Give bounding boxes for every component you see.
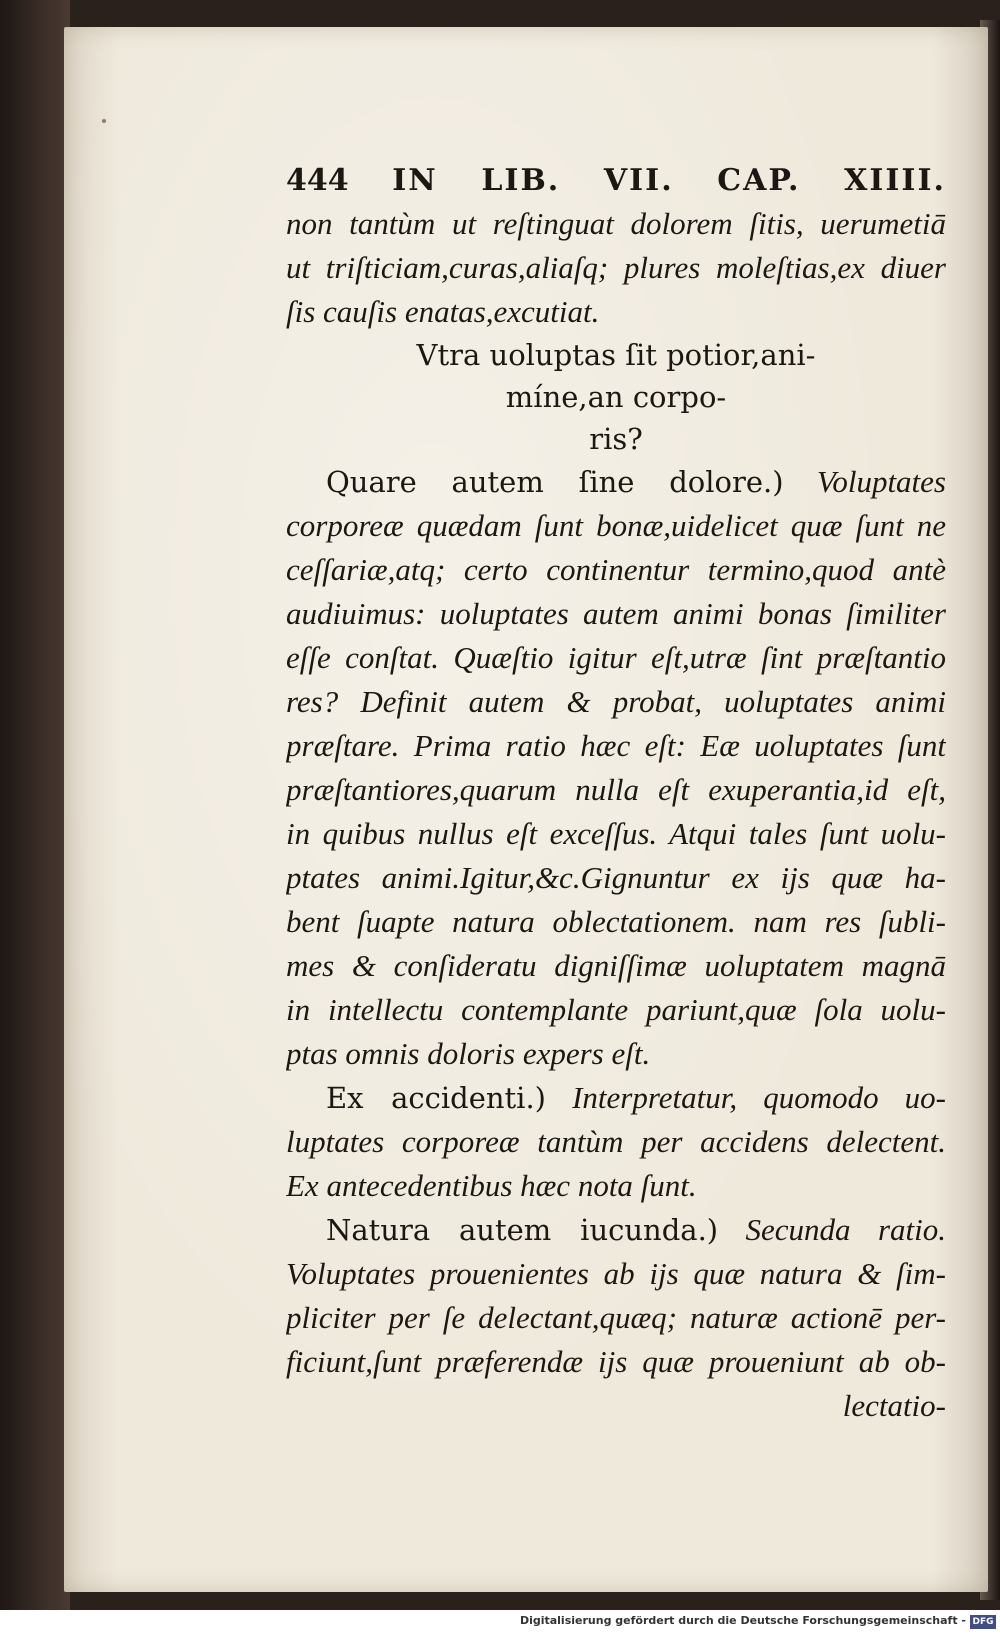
text-span: Interpretatur, quomodo uo- bbox=[546, 1080, 946, 1115]
commentary-paragraph bbox=[286, 1208, 946, 1428]
text-line: ſis cauſis enatas,excutiat. bbox=[286, 294, 600, 329]
text-line: Voluptates prouenientes ab ijs quæ natura & ſim- bbox=[286, 1256, 946, 1291]
text-line: mes & conſideratu digniſſimæ uoluptatem magnā bbox=[286, 948, 946, 983]
commentary-paragraph bbox=[286, 1076, 946, 1208]
running-head bbox=[286, 160, 946, 202]
text-line bbox=[286, 1208, 946, 1252]
text-line: præſtantiores,quarum nulla eſt exuperantia,id eſt, bbox=[286, 772, 946, 807]
section-heading bbox=[286, 334, 946, 460]
text-line: ceſſariæ,atq; certo continentur termino,quod antè bbox=[286, 552, 946, 587]
text-line: in quibus nullus eſt exceſſus. Atqui tales ſunt uolu- bbox=[286, 816, 946, 851]
paragraph-continuation bbox=[286, 202, 946, 334]
heading-line: Vtra uoluptas ſit potior,ani- bbox=[416, 338, 816, 372]
scan-left-edge bbox=[0, 0, 70, 1610]
page-number: 444 bbox=[286, 163, 349, 198]
running-head-part: VII. bbox=[603, 163, 674, 198]
lemma: Ex accidenti.) bbox=[326, 1081, 546, 1115]
text-line: bent ſuapte natura oblectationem. nam res ſubli- bbox=[286, 904, 946, 939]
running-head-part: CAP. bbox=[717, 163, 801, 198]
text-line: ptates animi.Igitur,&c.Gignuntur ex ijs quæ ha- bbox=[286, 860, 946, 895]
digitization-footer bbox=[0, 1612, 1000, 1635]
heading-line: ris? bbox=[589, 422, 643, 456]
catchword: lectatio- bbox=[842, 1388, 946, 1423]
running-head-part: XIIII. bbox=[844, 163, 946, 198]
dfg-logo: DFG bbox=[970, 1615, 996, 1629]
text-line: Ex antecedentibus hæc nota ſunt. bbox=[286, 1168, 697, 1203]
running-head-part: LIB. bbox=[481, 163, 561, 198]
text-line: audiuimus: uoluptates autem animi bonas ſimiliter bbox=[286, 596, 946, 631]
text-line: res? Definit autem & probat, uoluptates animi bbox=[286, 684, 946, 719]
paper-speck bbox=[102, 119, 106, 123]
text-line: non tantùm ut reſtinguat dolorem ſitis, uerumetiā bbox=[286, 206, 946, 241]
text-line: pliciter per ſe delectant,quæq; naturæ actionē per- bbox=[286, 1300, 946, 1335]
text-line: ut triſticiam,curas,aliaſq; plures moleſtias,ex diuer bbox=[286, 250, 946, 285]
text-line: in intellectu contemplante pariunt,quæ ſola uolu- bbox=[286, 992, 946, 1027]
funding-credit: Digitalisierung gefördert durch die Deutsche Forschungsgemeinschaft - bbox=[519, 1614, 966, 1627]
lemma: Natura autem iucunda.) bbox=[326, 1213, 719, 1247]
text-line bbox=[286, 1076, 946, 1120]
lemma: Quare autem ſine dolore.) bbox=[326, 465, 784, 499]
commentary-paragraph bbox=[286, 460, 946, 1076]
text-line: luptates corporeæ tantùm per accidens delectent. bbox=[286, 1124, 946, 1159]
text-line: ficiunt,ſunt præferendæ ijs quæ proueniunt ab ob- bbox=[286, 1344, 946, 1379]
heading-line: míne,an corpo- bbox=[505, 380, 727, 414]
text-span: Voluptates bbox=[783, 464, 946, 499]
text-line: præſtare. Prima ratio hæc eſt: Eæ uoluptates ſunt bbox=[286, 728, 946, 763]
text-line bbox=[286, 460, 946, 504]
page-text-block bbox=[286, 160, 946, 1428]
text-line: corporeæ quædam ſunt bonæ,uidelicet quæ ſunt ne bbox=[286, 508, 946, 543]
text-line: eſſe conſtat. Quæſtio igitur eſt,utræ ſint præſtantio bbox=[286, 640, 946, 675]
text-line: ptas omnis doloris expers eſt. bbox=[286, 1036, 651, 1071]
text-span: Secunda ratio. bbox=[718, 1212, 946, 1247]
running-head-part: IN bbox=[392, 163, 438, 198]
